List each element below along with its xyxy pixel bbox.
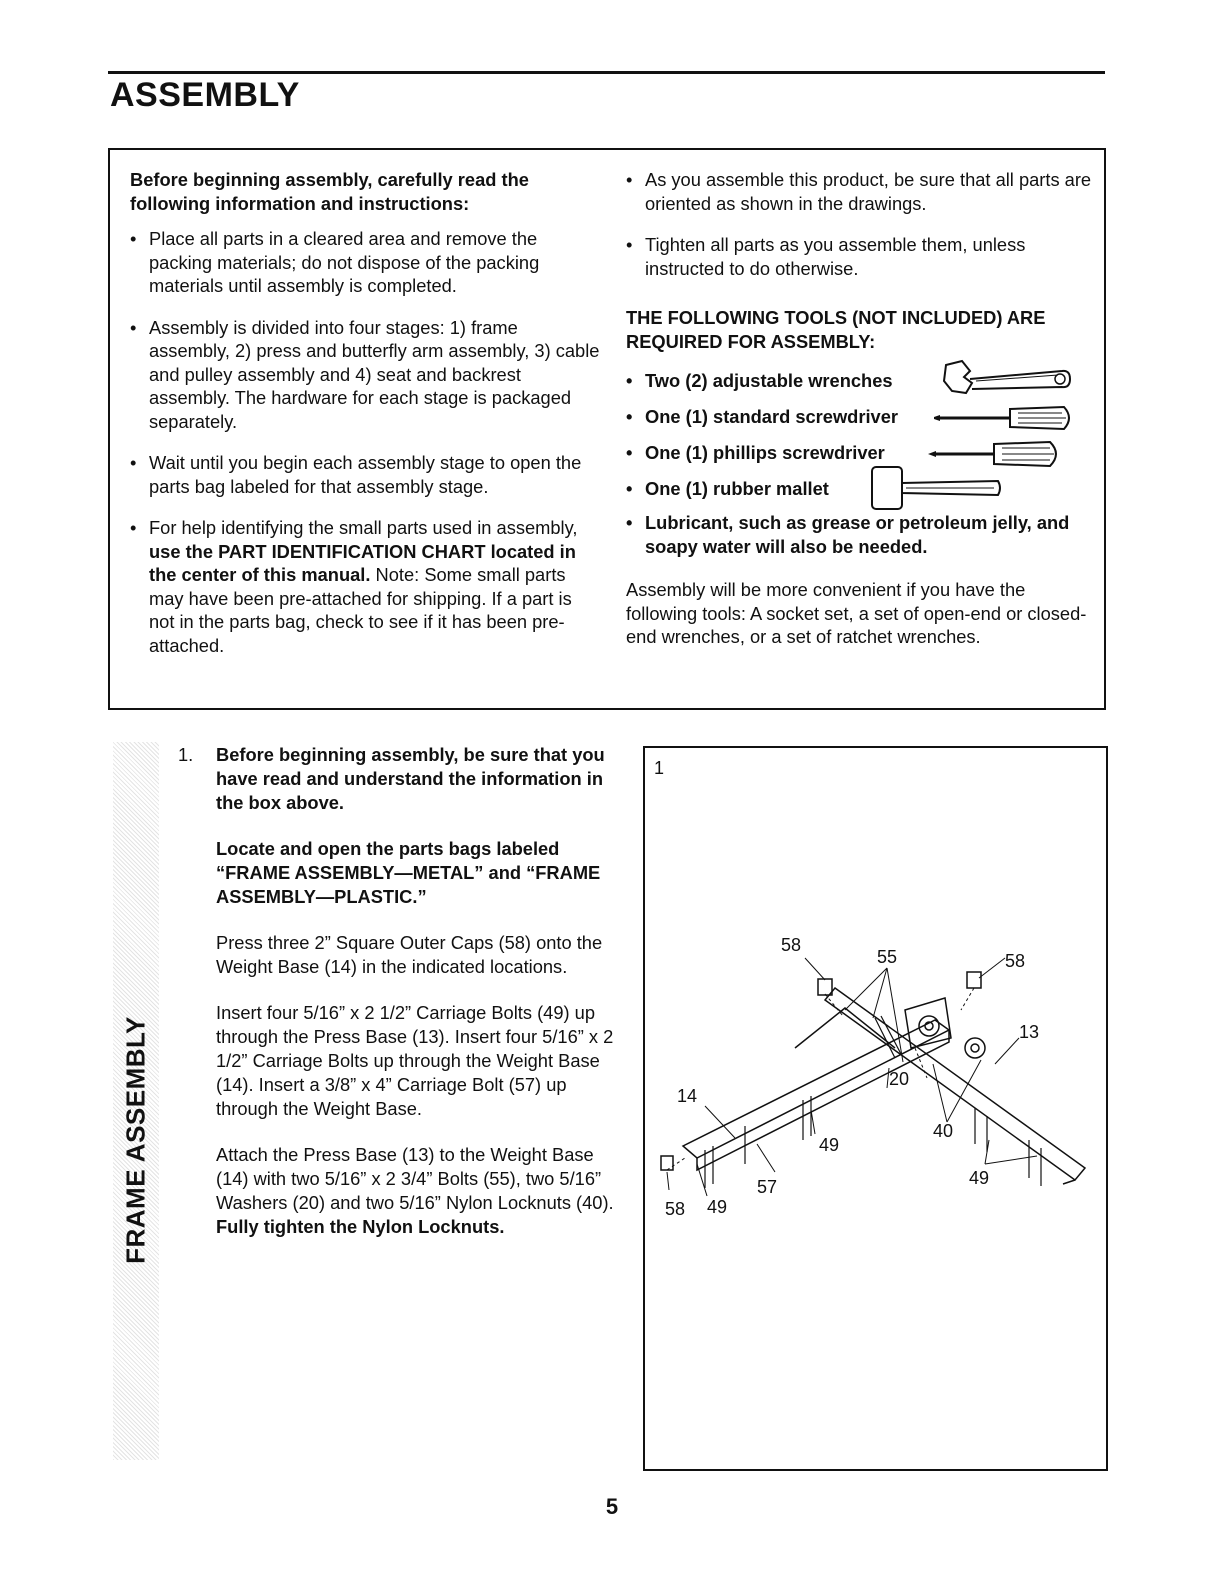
callout-label: 40 xyxy=(933,1121,954,1141)
preattached-note: Note: Some small parts may have been pre-attached for shipping. If a part is not in the parts bag, check to see if it has been pre-attached. xyxy=(149,564,572,656)
callout-label: 49 xyxy=(819,1135,840,1155)
instructions-right-column xyxy=(626,168,1096,667)
callout-label: 13 xyxy=(1019,1022,1040,1042)
step-body xyxy=(216,743,616,1261)
step-number: 1. xyxy=(178,744,194,765)
step-attach-emphasis: Fully tighten the Nylon Locknuts. xyxy=(216,1216,505,1237)
instruction-item: • Tighten all parts as you assemble them, unless instructed to do otherwise. xyxy=(626,233,1096,280)
callout-label: 14 xyxy=(677,1086,698,1106)
figure-number: 1 xyxy=(654,758,665,778)
step-attach: Attach the Press Base (13) to the Weight Base (14) with two 5/16” x 2 3/4” Bolts (55), two 5/16” Washers (20) and two 5/16” Nylon Locknuts (40). Fully tighten the Nylon Locknuts. xyxy=(216,1144,614,1237)
section-side-tab xyxy=(113,742,159,1460)
callout-label: 49 xyxy=(707,1197,728,1217)
callout-label: 55 xyxy=(877,947,898,967)
callout-label: 58 xyxy=(1005,951,1026,971)
standard-screwdriver-icon xyxy=(932,403,1078,433)
adjustable-wrench-icon xyxy=(936,357,1076,405)
instruction-item: • Assembly is divided into four stages: 1) frame assembly, 2) press and butterfly arm assembly, 3) cable and pulley assembly and 4) seat and backrest assembly. The hardware for each stage is packaged separately. xyxy=(130,316,600,434)
step-intro: Before beginning assembly, be sure that you have read and understand the information in the box above. xyxy=(216,744,605,813)
instructions-left-column xyxy=(130,168,600,675)
instruction-item: • Wait until you begin each assembly stage to open the parts bag labeled for that assembly stage. xyxy=(130,451,600,498)
step-locate-bags: Locate and open the parts bags labeled “FRAME ASSEMBLY—METAL” and “FRAME ASSEMBLY—PLASTIC.” xyxy=(216,838,601,907)
instructions-list xyxy=(130,227,600,657)
rubber-mallet-icon xyxy=(866,463,1006,513)
help-text: For help identifying the small parts used in assembly, xyxy=(149,517,578,538)
callout-label: 49 xyxy=(969,1168,990,1188)
callout-label: 58 xyxy=(665,1199,686,1219)
section-tab-label: FRAME ASSEMBLY xyxy=(120,1016,151,1264)
step-caps: Press three 2” Square Outer Caps (58) onto the Weight Base (14) in the indicated locations. xyxy=(216,932,603,977)
instruction-item: • Place all parts in a cleared area and remove the packing materials; do not dispose of the packing materials until assembly is completed. xyxy=(130,227,600,298)
orientation-list xyxy=(626,168,1096,280)
step-bolts: Insert four 5/16” x 2 1/2” Carriage Bolts (49) up through the Press Base (13). Insert four 5/16” x 2 1/2” Carriage Bolts up through the Weight Base (14). Insert a 3/8” x 4” Carriage Bolt (57) up through the Weight Base. xyxy=(216,1002,614,1119)
tools-list xyxy=(626,363,1096,507)
callout-label: 58 xyxy=(781,935,802,955)
tool-item-wrench: • Two (2) adjustable wrenches xyxy=(626,363,1096,399)
page-title: ASSEMBLY xyxy=(110,76,300,114)
lubricant-note: • Lubricant, such as grease or petroleum jelly, and soapy water will also be needed. xyxy=(626,511,1096,558)
tool-item-phillips-screwdriver: • One (1) phillips screwdriver xyxy=(626,435,1096,471)
instructions-lead: Before beginning assembly, carefully read the following information and instructions: xyxy=(130,169,529,214)
optional-tools-note: Assembly will be more convenient if you have the following tools: A socket set, a set of open-end or closed-end wrenches, or a set of ratchet wrenches. xyxy=(626,579,1087,647)
instruction-item: • As you assemble this product, be sure that all parts are oriented as shown in the drawings. xyxy=(626,168,1096,215)
callout-label: 20 xyxy=(889,1069,910,1089)
figure-box xyxy=(643,746,1108,1471)
page-number: 5 xyxy=(605,1494,619,1519)
tool-item-standard-screwdriver: • One (1) standard screwdriver xyxy=(626,399,1096,435)
frame-assembly-diagram xyxy=(645,748,1106,1469)
title-rule xyxy=(108,71,1105,74)
part-chart-reference: use the PART IDENTIFICATION CHART located in the center of this manual. xyxy=(149,540,576,585)
instruction-item-help xyxy=(130,516,600,657)
tool-item-mallet: • One (1) rubber mallet xyxy=(626,471,1096,507)
callout-label: 57 xyxy=(757,1177,778,1197)
instructions-box xyxy=(108,148,1106,710)
tools-heading: THE FOLLOWING TOOLS (NOT INCLUDED) ARE REQUIRED FOR ASSEMBLY: xyxy=(626,307,1046,352)
